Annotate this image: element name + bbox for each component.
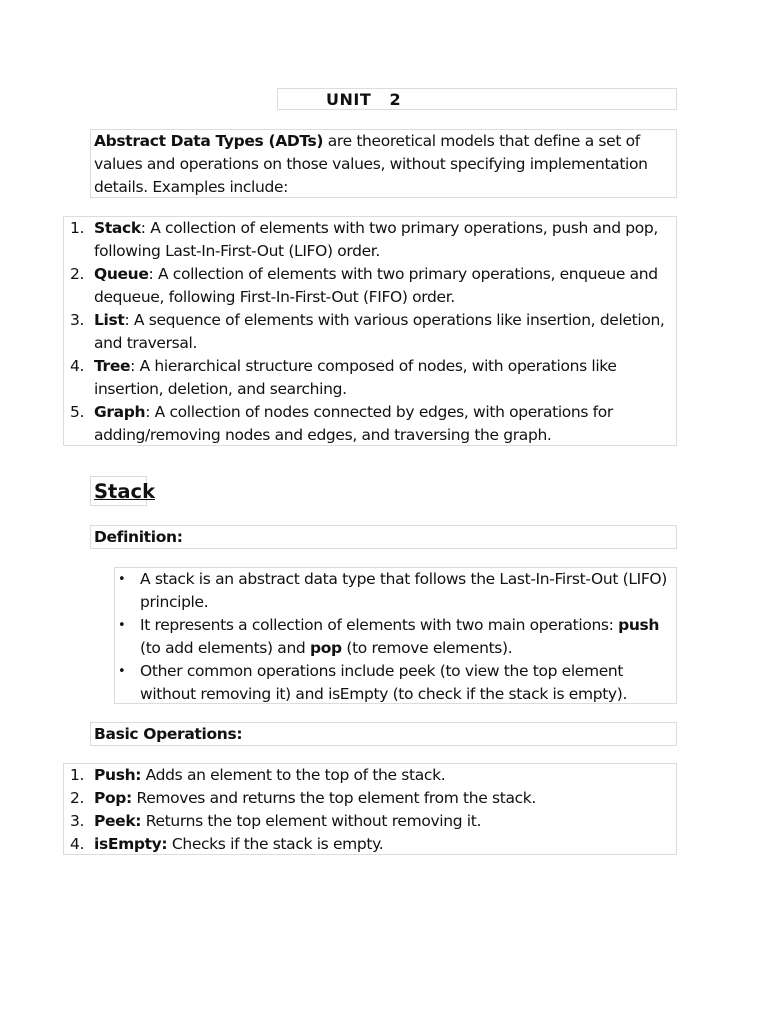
unit-title-box: [277, 88, 677, 110]
list-number: 4.: [70, 835, 85, 853]
list-item: [64, 833, 676, 856]
bullet-icon: •: [118, 572, 126, 587]
basic-operations-heading-box: [90, 722, 677, 746]
list-term: isEmpty:: [94, 835, 168, 853]
definition-heading: Definition:: [94, 528, 183, 546]
push-term: push: [618, 616, 660, 634]
list-desc: Removes and returns the top element from the stack.: [131, 789, 536, 807]
bullet-item: [115, 614, 676, 660]
list-number: 1.: [70, 219, 85, 237]
list-desc: : A collection of elements with two primary operations, enqueue and dequeue, following First-In-First-Out (FIFO) order.: [94, 265, 658, 306]
bullet-item: [115, 568, 676, 614]
bullet-text: A stack is an abstract data type that follows the Last-In-First-Out (LIFO) principle.: [140, 570, 667, 611]
list-number: 4.: [70, 357, 85, 375]
list-item: [64, 401, 676, 447]
list-desc: Returns the top element without removing it.: [141, 812, 482, 830]
list-desc: : A collection of nodes connected by edges, with operations for adding/removing nodes and edges, and traversing the graph.: [94, 403, 613, 444]
list-number: 2.: [70, 789, 85, 807]
intro-text: are theoretical models that define a set of values and operations on those values, without specifying implementation details. Examples include:: [94, 132, 648, 196]
bullet-text: It represents a collection of elements with two main operations:: [140, 616, 619, 634]
list-term: Pop:: [94, 789, 132, 807]
list-item: [64, 787, 676, 810]
bullet-text: (to add elements) and: [140, 639, 310, 657]
list-desc: : A sequence of elements with various operations like insertion, deletion, and traversal.: [94, 311, 665, 352]
bullet-icon: •: [118, 618, 126, 633]
definition-heading-box: [90, 525, 677, 549]
list-item: [64, 355, 676, 401]
intro-term: Abstract Data Types (ADTs): [94, 132, 324, 150]
list-item: [64, 810, 676, 833]
list-term: Push:: [94, 766, 142, 784]
list-number: 2.: [70, 265, 85, 283]
definition-bullets-box: [114, 567, 677, 704]
list-item: [64, 764, 676, 787]
list-item: [64, 217, 676, 263]
pop-term: pop: [310, 639, 342, 657]
list-term: Tree: [94, 357, 131, 375]
list-term: List: [94, 311, 125, 329]
bullet-text: Other common operations include peek (to view the top element without removing it) and isEmpty (to check if the stack is empty).: [140, 662, 628, 703]
list-term: Queue: [94, 265, 149, 283]
list-number: 1.: [70, 766, 85, 784]
adt-examples-list: [64, 217, 676, 447]
bullet-text: (to remove elements).: [341, 639, 513, 657]
list-desc: : A collection of elements with two primary operations, push and pop, following Last-In-First-Out (LIFO) order.: [94, 219, 658, 260]
list-term: Stack: [94, 219, 141, 237]
basic-operations-heading: Basic Operations:: [94, 725, 243, 743]
adt-examples-box: [63, 216, 677, 446]
stack-heading: Stack: [94, 480, 156, 503]
list-term: Graph: [94, 403, 146, 421]
list-number: 3.: [70, 311, 85, 329]
list-number: 3.: [70, 812, 85, 830]
list-term: Peek:: [94, 812, 142, 830]
unit-title: UNIT 2: [326, 90, 402, 109]
list-item: [64, 309, 676, 355]
definition-bullet-list: [115, 568, 676, 706]
list-desc: Checks if the stack is empty.: [167, 835, 384, 853]
bullet-icon: •: [118, 664, 126, 679]
list-desc: Adds an element to the top of the stack.: [141, 766, 446, 784]
intro-paragraph: [90, 129, 677, 198]
basic-operations-box: [63, 763, 677, 855]
list-desc: : A hierarchical structure composed of nodes, with operations like insertion, deletion, and searching.: [94, 357, 617, 398]
basic-operations-list: [64, 764, 676, 856]
list-item: [64, 263, 676, 309]
stack-heading-box: [90, 476, 156, 506]
bullet-item: [115, 660, 676, 706]
list-number: 5.: [70, 403, 85, 421]
